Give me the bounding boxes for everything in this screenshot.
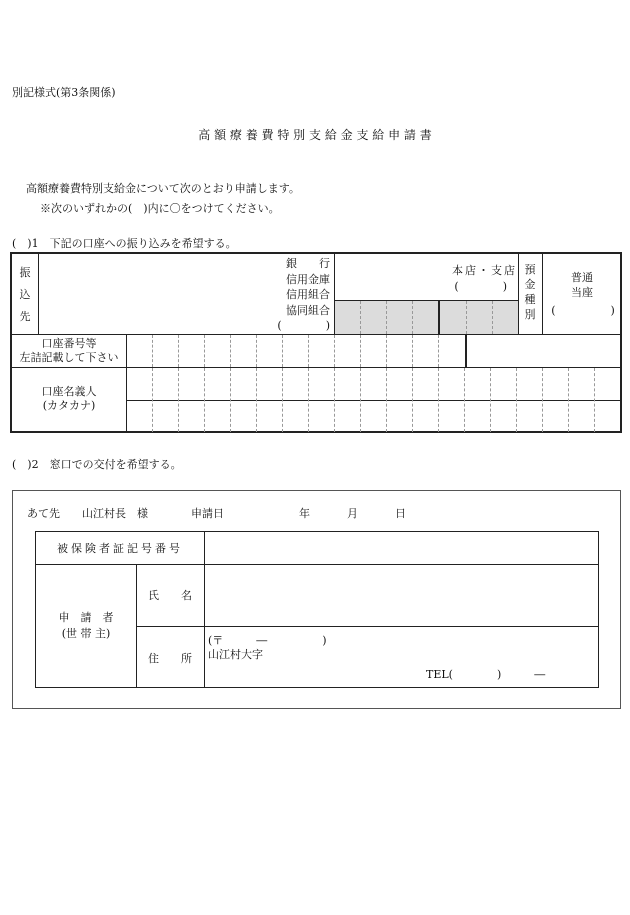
applicant-table	[35, 531, 599, 688]
bank-type-options[interactable]: 銀 行 信用金庫 信用組合 協同組合 ( )	[277, 257, 330, 332]
account-number-label: 口座番号等 左詰記載して下さい	[19, 337, 119, 364]
date-label: 申請日	[191, 507, 224, 520]
option-1-label[interactable]: ( )1 下記の口座への振り込みを希望する。	[12, 237, 237, 250]
tel-field[interactable]: TEL( ) ―	[426, 668, 546, 681]
day-label: 日	[395, 507, 406, 520]
postal-code-field[interactable]: (〒 ― )	[208, 634, 327, 647]
applicant-box	[12, 490, 621, 709]
branch-type-options[interactable]: 本店・支店	[452, 264, 517, 277]
name-field[interactable]	[206, 566, 596, 624]
insured-number-field[interactable]	[206, 534, 596, 562]
month-label: 月	[347, 507, 358, 520]
option-2-label[interactable]: ( )2 窓口での交付を希望する。	[12, 458, 182, 471]
bank-name-field[interactable]	[52, 260, 222, 328]
branch-code-cells[interactable]	[440, 301, 518, 334]
deposit-type-label: 預 金 種 別	[524, 263, 536, 321]
form-title: 高 額 療 養 費 特 別 支 給 金 支 給 申 請 書	[198, 128, 432, 142]
intro-line-2: ※次のいずれかの( )内に〇をつけてください。	[40, 202, 280, 215]
address-label: 住 所	[148, 652, 192, 665]
deposit-paren: ( )	[551, 304, 615, 317]
address-field[interactable]: 山江村大字	[208, 648, 263, 661]
account-extra-field[interactable]	[468, 335, 618, 367]
deposit-type-options[interactable]: 普通 当座	[571, 271, 593, 299]
year-label: 年	[299, 507, 310, 520]
insured-number-label: 被保険者証記号番号	[57, 542, 183, 555]
addressee: あて先 山江村長 様	[27, 507, 148, 520]
name-label: 氏 名	[148, 589, 192, 602]
bank-table	[10, 252, 622, 433]
applicant-label: 申 請 者 (世 帯 主)	[58, 611, 114, 640]
branch-paren: ( )	[454, 280, 507, 293]
furikomi-label: 振 込 先	[19, 266, 31, 323]
intro-line-1: 高額療養費特別支給金について次のとおり申請します。	[26, 182, 300, 195]
form-number: 別記様式(第3条関係)	[12, 86, 116, 99]
account-holder-label: 口座名義人 (カタカナ)	[41, 385, 97, 412]
